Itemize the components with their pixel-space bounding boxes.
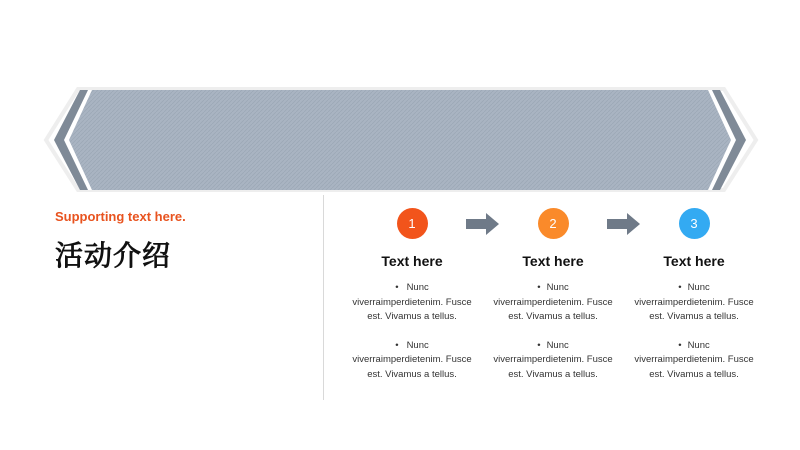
- page-title: 活动介绍: [55, 239, 172, 272]
- step-number-circle: 2: [538, 208, 569, 239]
- hexagon-banner-graphic: [0, 0, 800, 200]
- bullet-item: • Nunc viverraimperdietenim. Fusce est. Vivamus a tellus.: [352, 339, 472, 383]
- bullet-item: • Nunc viverraimperdietenim. Fusce est. Vivamus a tellus.: [634, 339, 754, 383]
- step-number-circle: 1: [397, 208, 428, 239]
- step-number-circle: 3: [679, 208, 710, 239]
- bullet-item: • Nunc viverraimperdietenim. Fusce est. Vivamus a tellus.: [493, 339, 613, 383]
- step-heading: Text here: [381, 253, 443, 269]
- step-bullet-list: [352, 281, 472, 382]
- step-bullet-list: [634, 281, 754, 382]
- vertical-divider: [323, 195, 324, 400]
- bullet-item: • Nunc viverraimperdietenim. Fusce est. Vivamus a tellus.: [634, 281, 754, 325]
- step-2: [493, 208, 613, 396]
- bullet-item: • Nunc viverraimperdietenim. Fusce est. Vivamus a tellus.: [352, 281, 472, 325]
- step-heading: Text here: [522, 253, 584, 269]
- bullet-item: • Nunc viverraimperdietenim. Fusce est. Vivamus a tellus.: [493, 281, 613, 325]
- step-1: [352, 208, 472, 396]
- step-bullet-list: [493, 281, 613, 382]
- intro-panel: [55, 205, 305, 274]
- step-heading: Text here: [663, 253, 725, 269]
- supporting-text: Supporting text here.: [55, 209, 186, 224]
- header-banner: [0, 0, 800, 200]
- step-3: [634, 208, 754, 396]
